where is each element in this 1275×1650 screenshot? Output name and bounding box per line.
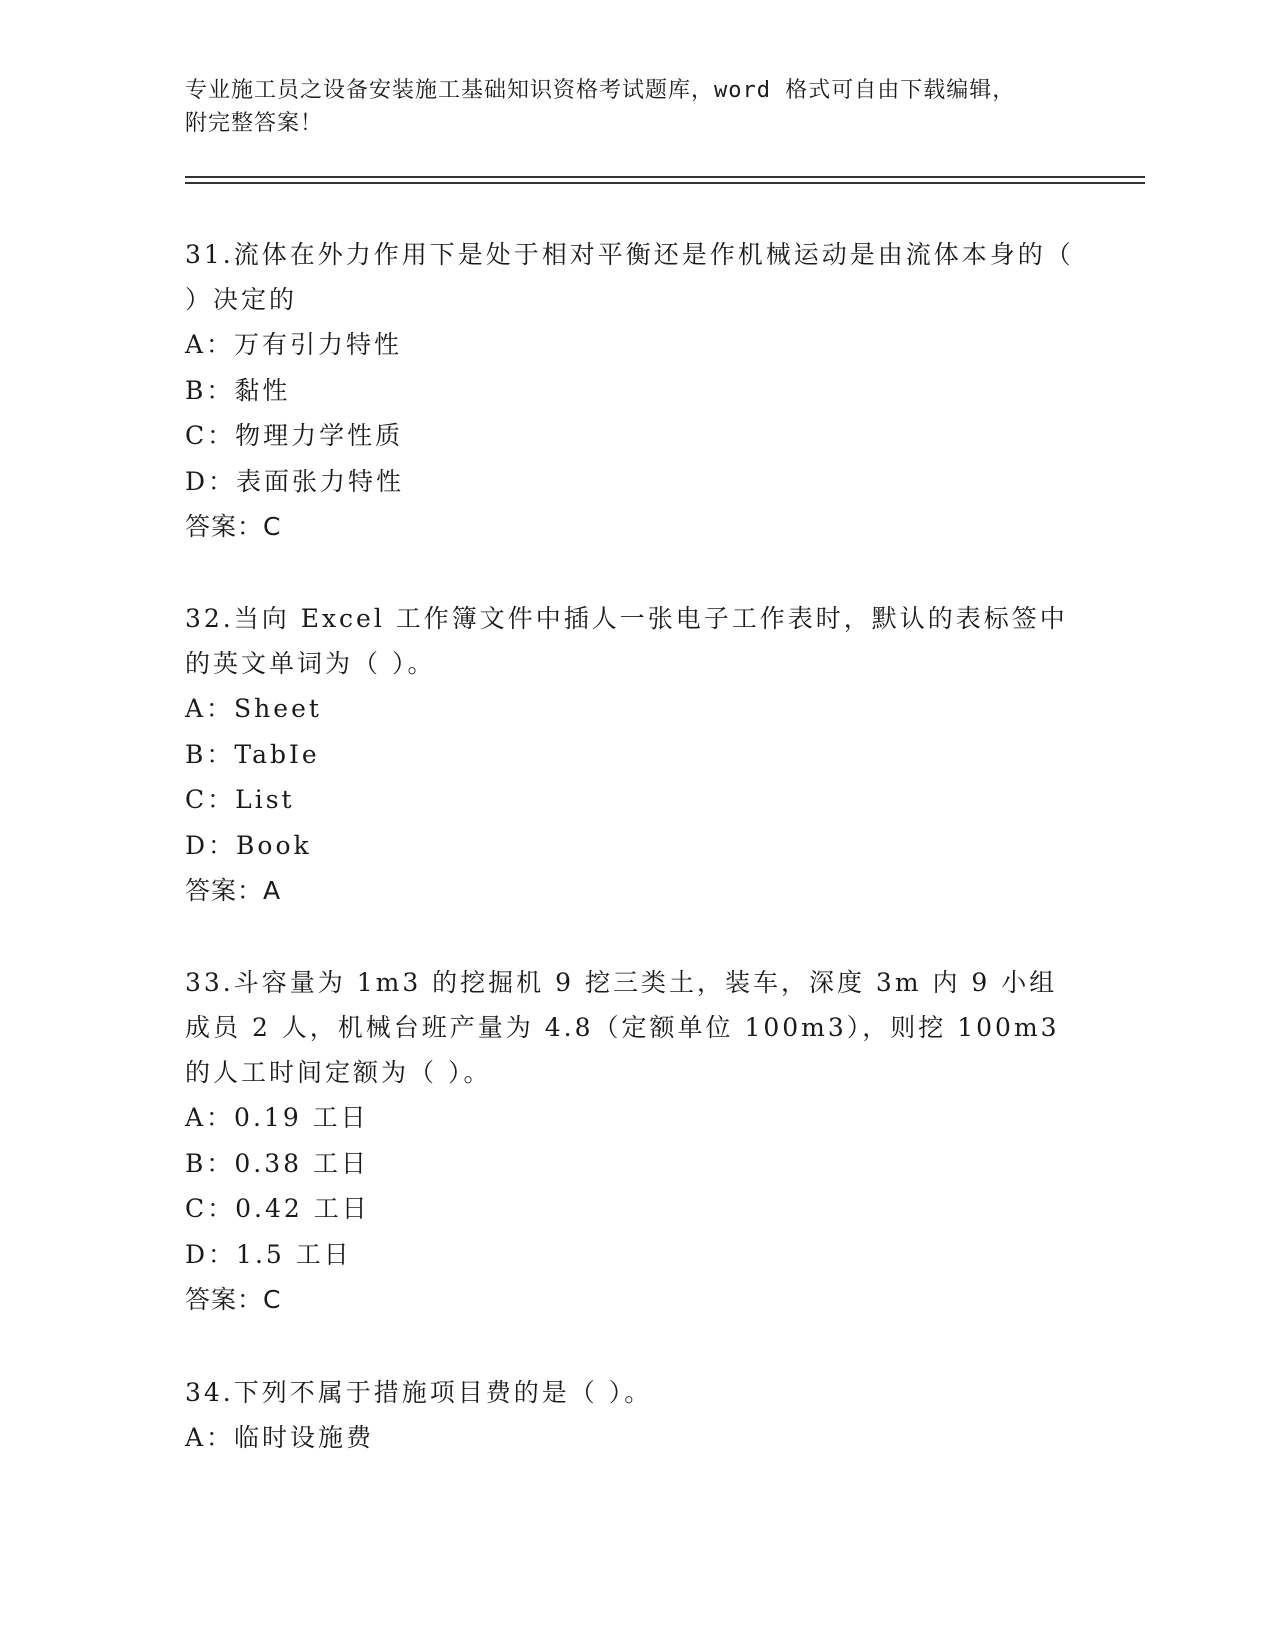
answer: 答案：A: [185, 876, 282, 905]
option-b: B：0.38 工日: [185, 1148, 369, 1178]
answer: 答案：C: [185, 512, 282, 541]
document-header: 专业施工员之设备安装施工基础知识资格考试题库，word 格式可自由下载编辑， 附完整答案！: [185, 78, 1016, 136]
option-b: B：黏性: [185, 375, 291, 405]
question-stem: 31.流体在外力作用下是处于相对平衡还是作机械运动是由流体本身的（ ）决定的: [185, 240, 1085, 314]
question-stem: 32.当向 Excel 工作簿文件中插人一张电子工作表时，默认的表标签中的英文单词为（ ）。: [185, 604, 1068, 678]
option-b: B：TabIe: [185, 739, 320, 769]
option-c: C：List: [185, 785, 295, 814]
answer: 答案：C: [185, 1285, 282, 1314]
option-a: A：0.19 工日: [185, 1103, 369, 1132]
option-c: C：0.42 工日: [185, 1194, 370, 1223]
option-c: C：物理力学性质: [185, 421, 404, 450]
question-34: [185, 1370, 1075, 1461]
option-a: A：临时设施费: [185, 1423, 375, 1452]
header-divider-bottom: [185, 182, 1145, 184]
option-a: A：万有引力特性: [185, 330, 403, 359]
question-33: [185, 960, 1075, 1322]
question-32: [185, 596, 1075, 913]
option-a: A：Sheet: [185, 694, 322, 723]
option-d: D：1.5 工日: [185, 1239, 352, 1269]
option-d: D：表面张力特性: [185, 466, 405, 496]
question-stem: 34.下列不属于措施项目费的是（ ）。: [185, 1378, 653, 1407]
question-31: [185, 232, 1085, 549]
option-d: D：Book: [185, 830, 312, 860]
header-divider-top: [185, 176, 1145, 178]
question-stem: 33.斗容量为 1m3 的挖掘机 9 挖三类土，装车，深度 3m 内 9 小组成员 2 人，机械台班产量为 4.8（定额单位 100m3），则挖 100m3 的人工时间定额为（ ）。: [185, 968, 1071, 1087]
